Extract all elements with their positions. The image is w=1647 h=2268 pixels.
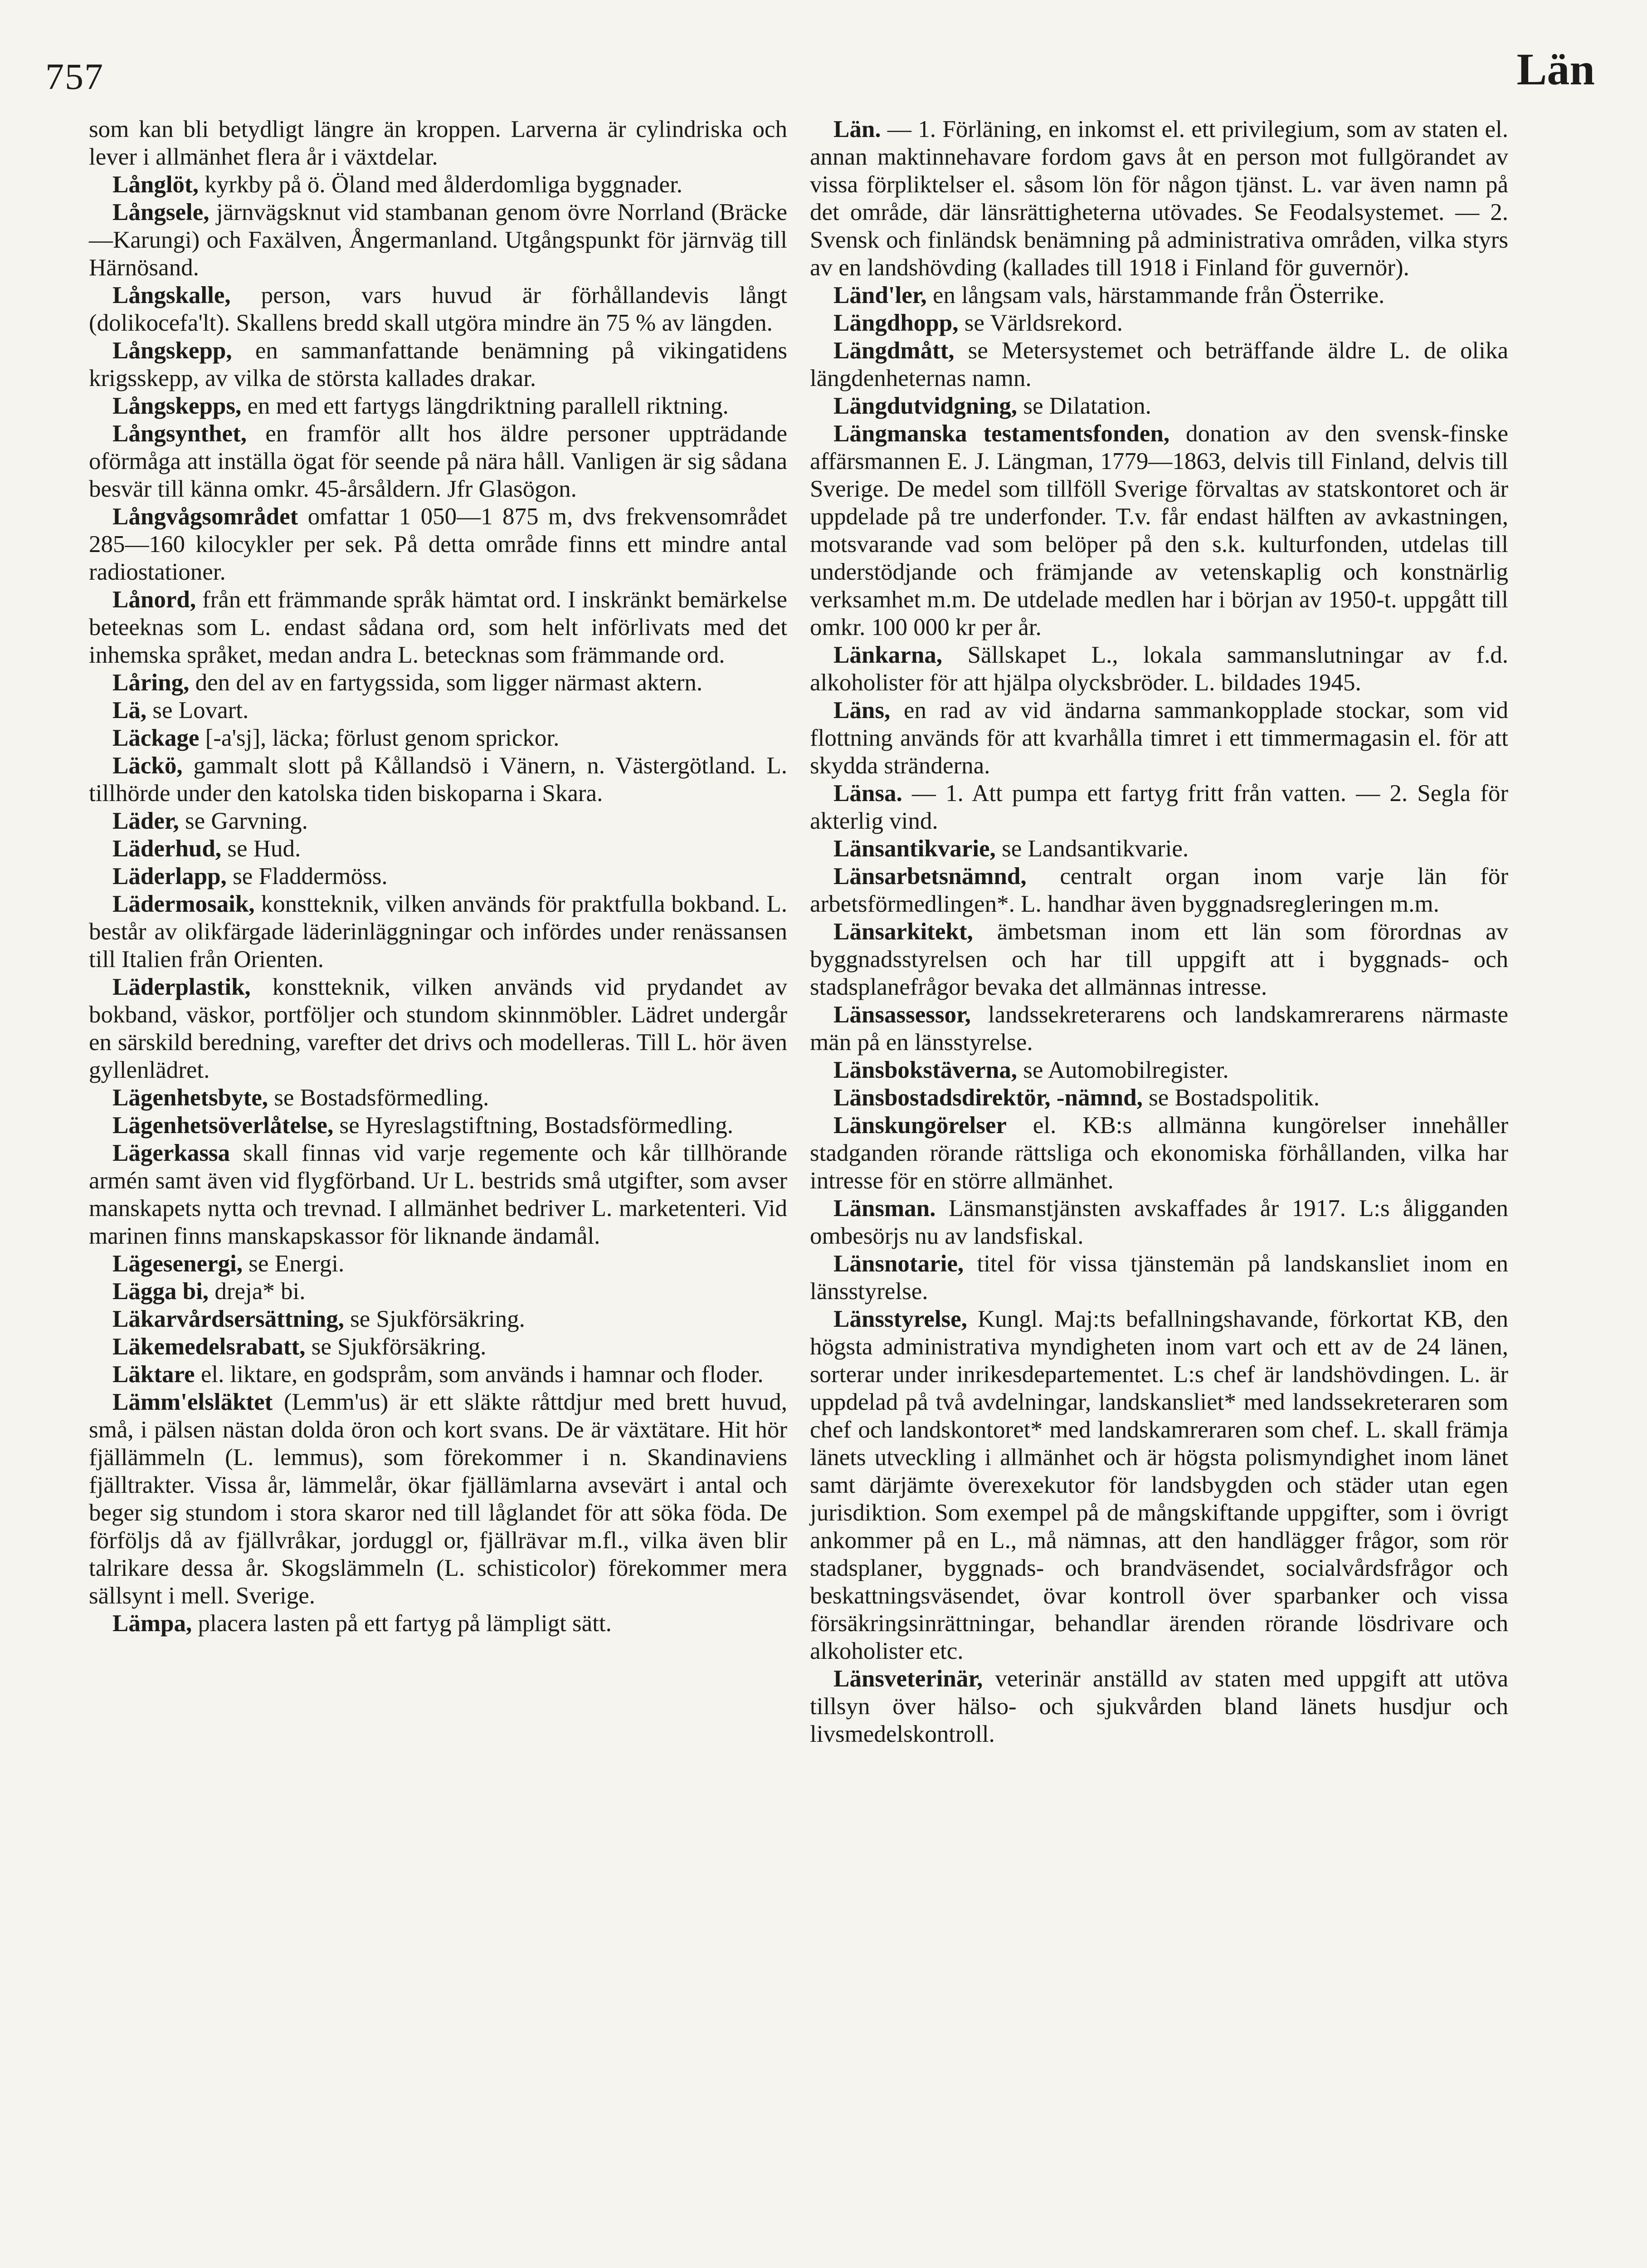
entry-definition: se Metersystemet och beträffande äldre L. de olika längdenheternas namn. [810, 337, 1508, 391]
dictionary-entry [810, 282, 1508, 309]
dictionary-entry [810, 337, 1508, 392]
entry-definition: skall finnas vid varje regemente och kår tillhörande armén samt även vid flygförband. Ur L. bestrids små utgifter, som avser manskapets nytta och trevnad. I allmänhet bedriver L. marketenteri. Vid marinen finns manskapskassor för liknande ändamål. [89, 1140, 787, 1249]
dictionary-entry [89, 697, 787, 724]
dictionary-entry [89, 1361, 787, 1388]
entry-headword: Länsarbetsnämnd, [833, 863, 1027, 890]
dictionary-entry [810, 1250, 1508, 1305]
entry-definition: [-a'sj], läcka; förlust genom sprickor. [199, 725, 560, 751]
dictionary-entry [89, 1305, 787, 1333]
dictionary-entry [89, 116, 787, 171]
entry-headword: Länsnotarie, [833, 1251, 964, 1277]
entry-definition: (Lemm'us) är ett släkte råttdjur med brett huvud, små, i pälsen nästan dolda öron och kort svans. De är växtätare. Hit hör fjällämmeln (L. lemmus), som förekommer i n. Skandinaviens fjälltrakter. Vissa år, lämmelår, ökar fjällämlarna avsevärt i antal och beger sig stundom i stora skaror ned till låglandet för att söka föda. De förföljs då av fjällvråkar, jorduggl or, fjällrävar m.fl., vilka även blir talrikare dessa år. Skogslämmeln (L. schisticolor) förekommer mera sällsynt i mell. Sverige. [89, 1389, 787, 1609]
entry-definition: den del av en fartygssida, som ligger närmast aktern. [189, 670, 703, 696]
entry-headword: Längmanska testamentsfonden, [833, 420, 1170, 447]
dictionary-entry [810, 1305, 1508, 1665]
entry-definition: konstteknik, vilken används vid prydandet av bokband, väskor, portföljer och stundom skinnmöbler. Lädret undergår en särskild beredning, varefter det drivs och modelleras. Till L. hör även gyllenlädret. [89, 974, 787, 1083]
dictionary-entry [89, 503, 787, 586]
entry-headword: Länsman. [833, 1195, 936, 1222]
dictionary-entry [89, 752, 787, 807]
entry-headword: Långskepps, [112, 393, 242, 419]
entry-headword: Läckage [112, 725, 200, 751]
entry-headword: Lädermosaik, [112, 891, 255, 917]
entry-definition: en rad av vid ändarna sammankopplade stockar, som vid flottning används för att kvarhålla timret i ett timmermagasin el. för att skydda stränderna. [810, 697, 1508, 779]
dictionary-entry [89, 835, 787, 863]
entry-headword: Längdmått, [833, 337, 955, 364]
entry-headword: Länsbokstäverna, [833, 1057, 1017, 1083]
dictionary-entry [89, 392, 787, 420]
entry-definition: se Bostadsförmedling. [268, 1085, 489, 1111]
entry-definition: ämbetsman inom ett län som förordnas av byggnadsstyrelsen och har till uppgift att i byggnads- och stadsplanefrågor bevaka det allmännas intresse. [810, 919, 1508, 1000]
entry-headword: Länsa. [833, 780, 902, 807]
left-column [89, 116, 787, 1637]
dictionary-entry [89, 1139, 787, 1250]
entry-headword: Långsynthet, [112, 420, 247, 447]
dictionary-entry [810, 392, 1508, 420]
entry-headword: Länkarna, [833, 642, 943, 668]
running-head: Län [1516, 44, 1595, 94]
dictionary-entry [810, 1112, 1508, 1195]
entry-definition: se Världsrekord. [958, 310, 1123, 336]
dictionary-entry [89, 171, 787, 199]
entry-headword: Lägesenergi, [112, 1251, 243, 1277]
dictionary-entry [89, 1250, 787, 1278]
entry-definition: från ett främmande språk hämtat ord. I inskränkt bemärkelse beteeknas som L. endast sådana ord, som helt införlivats med det inhemska språket, medan andra L. betecknas som främmande ord. [89, 587, 787, 668]
dictionary-entry [810, 780, 1508, 835]
dictionary-entry [89, 1278, 787, 1305]
entry-definition: veterinär anställd av staten med uppgift att utöva tillsyn över hälso- och sjukvården bland länets husdjur och livsmedelskontroll. [810, 1666, 1508, 1747]
entry-definition: placera lasten på ett fartyg på lämpligt sätt. [192, 1610, 612, 1637]
entry-definition: Länsmanstjänsten avskaffades år 1917. L:s åligganden ombesörjs nu av landsfiskal. [810, 1195, 1508, 1249]
entry-definition: se Hud. [221, 836, 301, 862]
dictionary-entry [89, 1084, 787, 1112]
entry-headword: Lägenhetsbyte, [112, 1085, 268, 1111]
entry-headword: Låring, [112, 670, 190, 696]
entry-headword: Läckö, [112, 753, 183, 779]
entry-headword: Lämm'elsläktet [112, 1389, 273, 1415]
entry-headword: Lånord, [112, 587, 196, 613]
dictionary-entry [810, 697, 1508, 780]
entry-headword: Längdutvidgning, [833, 393, 1018, 419]
entry-definition: — 1. Att pumpa ett fartyg fritt från vatten. — 2. Segla för akterlig vind. [810, 780, 1508, 834]
entry-headword: Långlöt, [112, 171, 199, 198]
entry-definition: omfattar 1 050—1 875 m, dvs frekvensområdet 285—160 kilocykler per sek. På detta område finns ett mindre antal radiostationer. [89, 503, 787, 585]
dictionary-entry [89, 420, 787, 503]
entry-definition: person, vars huvud är förhållandevis långt (dolikocefa'lt). Skallens bredd skall utgöra mindre än 75 % av längden. [89, 282, 787, 336]
entry-headword: Långskepp, [112, 337, 232, 364]
entry-headword: Lägenhetsöverlåtelse, [112, 1112, 334, 1139]
entry-definition: se Landsantikvarie. [995, 836, 1189, 862]
entry-headword: Läderhud, [112, 836, 222, 862]
page-number: 757 [45, 56, 104, 97]
entry-definition: järnvägsknut vid stambanan genom övre Norrland (Bräcke—Karungi) och Faxälven, Ångermanland. Utgångspunkt för järnväg till Härnösand. [89, 199, 787, 281]
dictionary-entry [810, 1084, 1508, 1112]
dictionary-entry [89, 807, 787, 835]
entry-definition: en framför allt hos äldre personer uppträdande oförmåga att inställa ögat för seende på nära håll. Vanligen är sig sådana besvär till känna omkr. 45-årsåldern. Jfr Glasögon. [89, 420, 787, 502]
entry-headword: Läktare [112, 1361, 195, 1388]
entry-definition: se Bostadspolitik. [1142, 1085, 1320, 1111]
entry-headword: Länd'ler, [833, 282, 927, 308]
dictionary-entry [810, 1195, 1508, 1250]
entry-headword: Länskungörelser [833, 1112, 1007, 1139]
entry-definition: gammalt slott på Kållandsö i Vänern, n. Västergötland. L. tillhörde under den katolska tiden biskoparna i Skara. [89, 753, 787, 807]
entry-headword: Läns, [833, 697, 891, 723]
entry-definition: kyrkby på ö. Öland med ålderdomliga byggnader. [198, 171, 683, 198]
entry-definition: landssekreterarens och landskamrerarens närmaste män på en länsstyrelse. [810, 1002, 1508, 1056]
dictionary-entry [810, 420, 1508, 641]
dictionary-entry [89, 724, 787, 752]
entry-headword: Långskalle, [112, 282, 231, 308]
entry-definition: en sammanfattande benämning på vikingatidens krigsskepp, av vilka de största kallades drakar. [89, 337, 787, 391]
entry-definition: som kan bli betydligt längre än kroppen. Larverna är cylindriska och lever i allmänhet flera år i växtdelar. [89, 116, 787, 170]
entry-headword: Långvågsområdet [112, 503, 298, 530]
entry-headword: Länsveterinär, [833, 1666, 983, 1692]
entry-headword: Länsarkitekt, [833, 919, 973, 945]
entry-headword: Lägga bi, [112, 1278, 209, 1305]
dictionary-entry [810, 835, 1508, 863]
dictionary-entry [89, 863, 787, 890]
entry-headword: Länsantikvarie, [833, 836, 996, 862]
dictionary-entry [89, 282, 787, 337]
dictionary-entry [89, 1112, 787, 1139]
entry-definition: se Hyreslagstiftning, Bostadsförmedling. [333, 1112, 733, 1139]
entry-definition: Sällskapet L., lokala sammanslutningar av f.d. alkoholister för att hjälpa olycksbröder. L. bildades 1945. [810, 642, 1508, 696]
entry-definition: se Sjukförsäkring. [305, 1334, 487, 1360]
entry-definition: se Energi. [243, 1251, 345, 1277]
entry-headword: Läder, [112, 808, 179, 834]
entry-definition: se Garvning. [179, 808, 308, 834]
entry-definition: se Fladdermöss. [226, 863, 388, 890]
dictionary-entry [89, 1388, 787, 1610]
entry-definition: en med ett fartygs längdriktning parallell riktning. [241, 393, 729, 419]
entry-definition: se Dilatation. [1017, 393, 1151, 419]
entry-headword: Läkemedelsrabatt, [112, 1334, 306, 1360]
right-column [810, 116, 1508, 1748]
entry-headword: Längdhopp, [833, 310, 959, 336]
dictionary-entry [810, 1056, 1508, 1084]
entry-definition: se Sjukförsäkring. [344, 1306, 525, 1332]
dictionary-entry [810, 116, 1508, 282]
dictionary-entry [810, 309, 1508, 337]
entry-headword: Läderplastik, [112, 974, 251, 1000]
entry-definition: el. liktare, en godspråm, som används i hamnar och floder. [195, 1361, 764, 1388]
entry-definition: el. KB:s allmänna kungörelser innehåller stadganden rörande rättsliga och ekonomiska förhållanden, vilka har intresse för en större allmänhet. [810, 1112, 1508, 1194]
entry-headword: Lägerkassa [112, 1140, 230, 1166]
entry-definition: en långsam vals, härstammande från Österrike. [926, 282, 1385, 308]
dictionary-entry [89, 337, 787, 392]
dictionary-entry [810, 1001, 1508, 1056]
dictionary-entry [89, 1610, 787, 1637]
entry-headword: Lä, [112, 697, 147, 723]
entry-headword: Län. [833, 116, 881, 142]
entry-headword: Långsele, [112, 199, 210, 225]
entry-headword: Läderlapp, [112, 863, 227, 890]
dictionary-entry [89, 1333, 787, 1361]
entry-headword: Läkarvårdsersättning, [112, 1306, 344, 1332]
entry-headword: Länsassessor, [833, 1002, 971, 1028]
entry-definition: titel för vissa tjänstemän på landskansliet inom en länsstyrelse. [810, 1251, 1508, 1305]
dictionary-entry [810, 1665, 1508, 1748]
dictionary-entry [89, 890, 787, 973]
entry-definition: se Lovart. [146, 697, 249, 723]
entry-definition: dreja* bi. [209, 1278, 306, 1305]
entry-definition: — 1. Förläning, en inkomst el. ett privilegium, som av staten el. annan maktinnehavare fordom gavs åt en person mot fullgörandet av vissa förpliktelser el. såsom lön för någon tjänst. L. var även namn på det område, där länsrättigheterna utövades. Se Feodalsystemet. — 2. Svensk och finländsk benämning på administrativa områden, vilka styrs av en landshövding (kallades till 1918 i Finland för guvernör). [810, 116, 1508, 281]
entry-headword: Lämpa, [112, 1610, 192, 1637]
entry-definition: se Automobilregister. [1017, 1057, 1229, 1083]
dictionary-entry [89, 973, 787, 1084]
entry-headword: Länsstyrelse, [833, 1306, 967, 1332]
dictionary-entry [89, 199, 787, 282]
entry-definition: Kungl. Maj:ts befallningshavande, förkortat KB, den högsta administrativa myndigheten inom vart och ett av de 24 länen, sorterar under inrikesdepartementet. L:s chef är landshövdingen. L. är uppdelad på två avdelningar, landskansliet* med landssekreteraren som chef och landskontoret* med landskamreraren som chef. L. skall främja länets utveckling i allmänhet och är högsta polismyndighet inom länet samt därjämte överexekutor för landsbygden och städer utan egen jurisdiktion. Som exempel på de mångskiftande uppgifter, som i övrigt ankommer på en L., må nämnas, att den handlägger frågor, som rör stadsplaner, byggnads- och brandväsendet, socialvårdsfrågor och beskattningsväsendet, övar kontroll över sparbanker och vissa försäkringsinrättningar, behandlar ärenden rörande lösdrivare och alkoholister etc. [810, 1306, 1508, 1664]
entry-definition: konstteknik, vilken används för praktfulla bokband. L. består av olikfärgade läderinläggningar och infördes under renässansen till Italien från Orienten. [89, 891, 787, 973]
dictionary-entry [810, 918, 1508, 1001]
dictionary-entry [89, 586, 787, 669]
dictionary-entry [89, 669, 787, 697]
dictionary-entry [810, 641, 1508, 697]
entry-headword: Länsbostadsdirektör, -nämnd, [833, 1085, 1143, 1111]
entry-definition: donation av den svensk-finske affärsmannen E. J. Längman, 1779—1863, delvis till Finland, delvis till Sverige. De medel som tillföll Sverige förvaltas av statskontoret och är uppdelade på tre underfonder. T.v. får endast hälften av avkastningen, motsvarande vad som belöper på den s.k. kulturfonden, utdelas till understödjande och främjande av vetenskaplig och konstnärlig verksamhet m.m. De utdelade medlen har i början av 1950-t. uppgått till omkr. 100 000 kr per år. [810, 420, 1508, 640]
entry-definition: centralt organ inom varje län för arbetsförmedlingen*. L. handhar även byggnadsregleringen m.m. [810, 863, 1508, 917]
dictionary-entry [810, 863, 1508, 918]
